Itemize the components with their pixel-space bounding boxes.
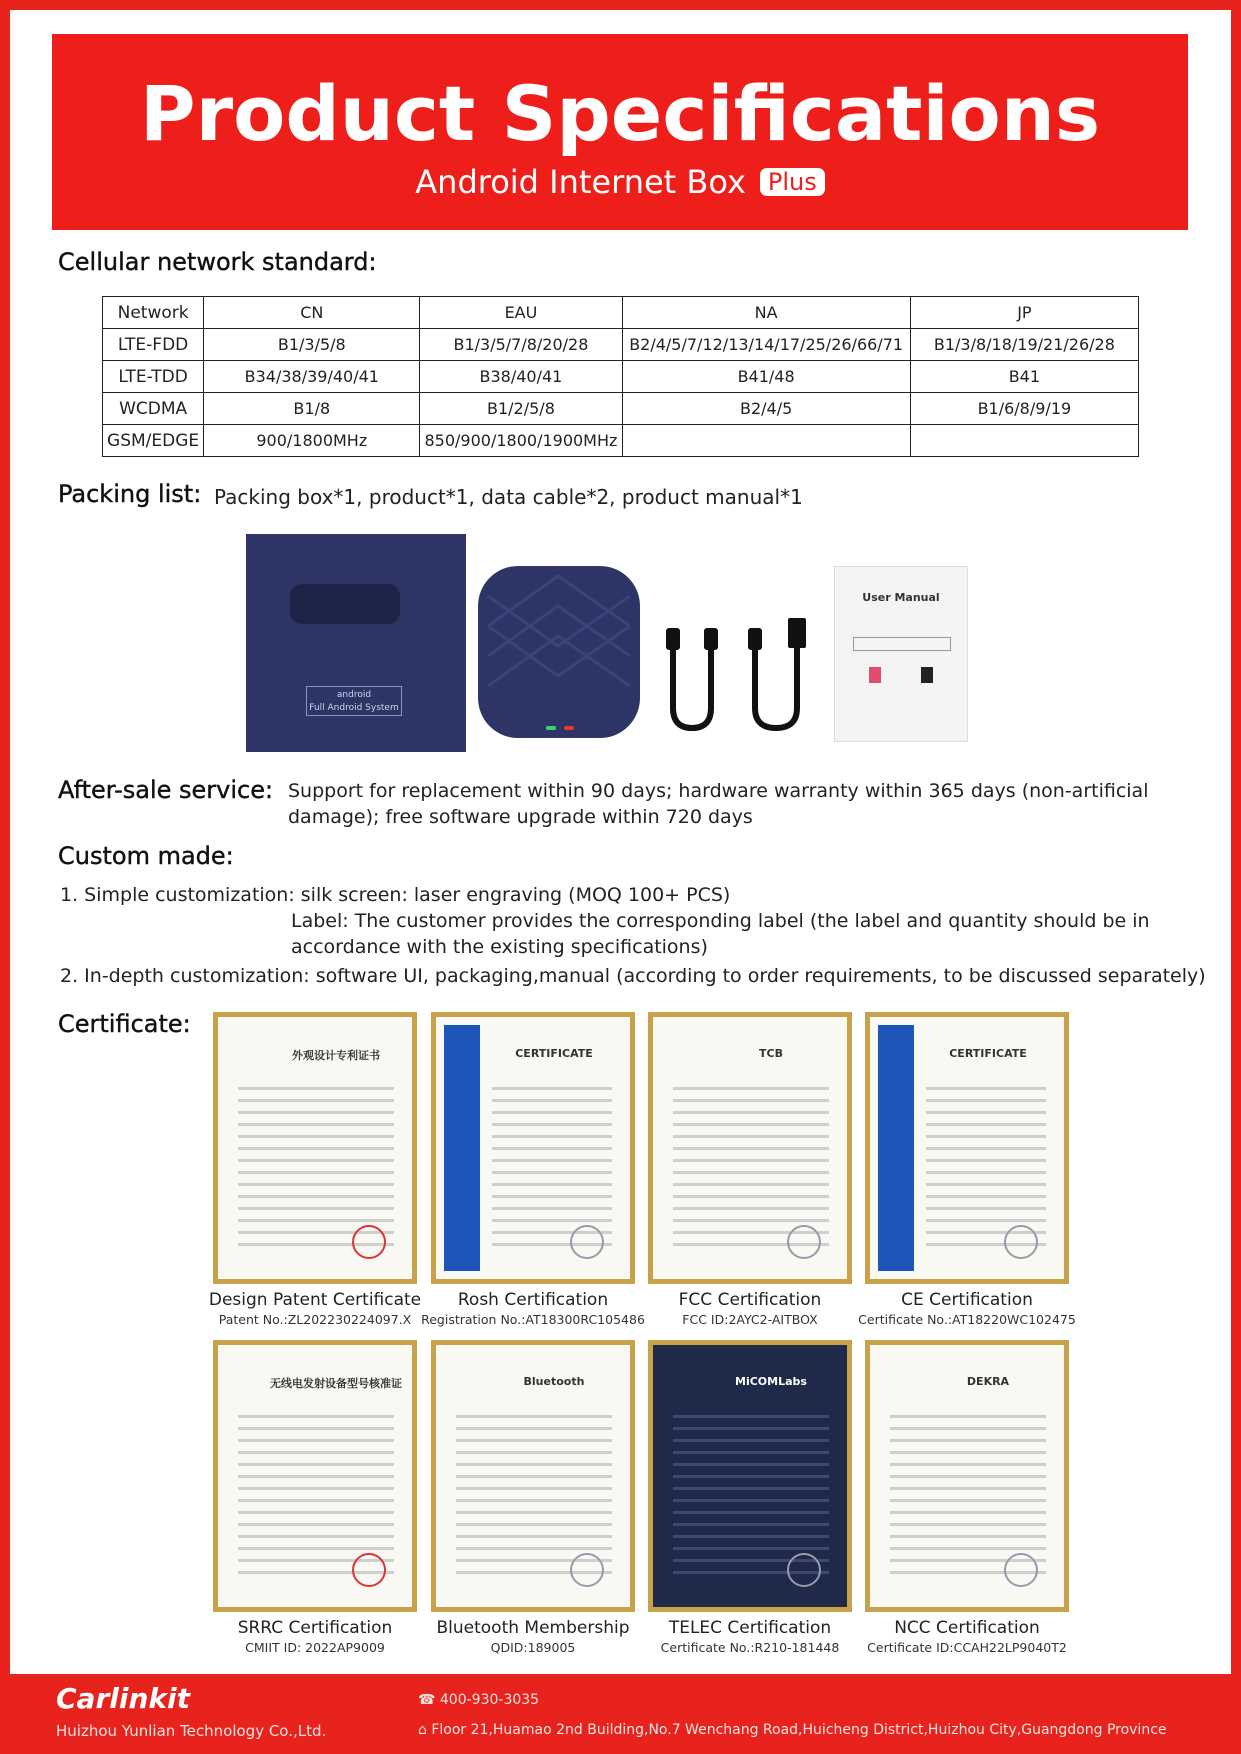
certificate-text-line: [673, 1487, 829, 1490]
certificate-text-line: [492, 1219, 612, 1222]
certificate-text-line: [492, 1147, 612, 1150]
certificate-image: [648, 1340, 852, 1612]
certificate-text-line: [238, 1087, 394, 1090]
certificate-heading: Certificate:: [58, 1010, 191, 1038]
certificate-text-line: [238, 1159, 394, 1162]
table-cell: [910, 425, 1138, 457]
certificate-text-line: [238, 1451, 394, 1454]
certificate-text-line: [673, 1099, 829, 1102]
certificate-art-title: MiCOMLabs: [735, 1375, 807, 1388]
certificate-text-line: [238, 1523, 394, 1526]
led-red-icon: [564, 726, 574, 730]
certificate-text-line: [238, 1111, 394, 1114]
certificate-art-title: CERTIFICATE: [949, 1047, 1027, 1060]
custom-label-line2: accordance with the existing specifications): [291, 936, 708, 958]
data-cables-image: [656, 618, 816, 738]
certificate-name: CE Certification: [901, 1290, 1033, 1310]
certificate-text-line: [456, 1511, 612, 1514]
certificate-text-line: [456, 1499, 612, 1502]
certificate-text-line: [456, 1439, 612, 1442]
certificate-text-line: [456, 1451, 612, 1454]
certificate-text-line: [492, 1135, 612, 1138]
certificate-art-title: DEKRA: [966, 1375, 1010, 1388]
certificate-text-line: [238, 1463, 394, 1466]
header-banner: [52, 34, 1188, 230]
table-cell: [622, 425, 910, 457]
table-cell: B38/40/41: [420, 361, 622, 393]
certificate-text-line: [673, 1207, 829, 1210]
certificate-text-line: [238, 1547, 394, 1550]
certificate-seal-icon: [352, 1225, 386, 1259]
certificate-text-line: [456, 1463, 612, 1466]
certificate-text-line: [238, 1195, 394, 1198]
certificate-number: Certificate No.:AT18220WC102475: [858, 1312, 1076, 1327]
table-cell: B1/3/5/7/8/20/28: [420, 329, 622, 361]
table-header-cell: CN: [204, 297, 420, 329]
table-cell: WCDMA: [103, 393, 204, 425]
certificate-text-line: [890, 1451, 1046, 1454]
certificate-text-line: [673, 1135, 829, 1138]
product-device-image: [478, 566, 640, 738]
certificate-text-line: [492, 1183, 612, 1186]
certificate-text-line: [238, 1219, 394, 1222]
table-header-cell: EAU: [420, 297, 622, 329]
certificate-number: CMIIT ID: 2022AP9009: [245, 1640, 385, 1655]
certificate-seal-icon: [1004, 1553, 1038, 1587]
after-sale-line1: Support for replacement within 90 days; hardware warranty within 365 days (non-artificial: [288, 780, 1149, 802]
certificate-text-line: [238, 1487, 394, 1490]
certificate-band: [444, 1025, 480, 1271]
certificate-text-line: [890, 1535, 1046, 1538]
table-row: [103, 361, 1139, 393]
certificate-text-line: [238, 1535, 394, 1538]
custom-item1: 1. Simple customization: silk screen: laser engraving (MOQ 100+ PCS): [60, 884, 731, 906]
certificate-text-line: [673, 1523, 829, 1526]
table-cell: B1/3/5/8: [204, 329, 420, 361]
certificate-text-line: [238, 1135, 394, 1138]
address-text: Floor 21,Huamao 2nd Building,No.7 Wenchang Road,Huicheng District,Huizhou City,Guangdong Province: [431, 1722, 1167, 1738]
certificate-text-line: [673, 1219, 829, 1222]
table-cell: B41: [910, 361, 1138, 393]
certificate-seal-icon: [787, 1225, 821, 1259]
box-label: [306, 686, 402, 716]
table-cell: B1/2/5/8: [420, 393, 622, 425]
page-title: Product Specifications: [139, 69, 1101, 158]
certificate-number: FCC ID:2AYC2-AITBOX: [682, 1312, 818, 1327]
certificate-name: Rosh Certification: [457, 1290, 609, 1310]
certificate-text-line: [673, 1147, 829, 1150]
custom-label-line1: Label: The customer provides the corresponding label (the label and quantity should be in: [291, 910, 1150, 932]
table-cell: LTE-TDD: [103, 361, 204, 393]
certificate-text-line: [492, 1171, 612, 1174]
table-cell: B41/48: [622, 361, 910, 393]
plus-badge: Plus: [760, 168, 825, 196]
certificate-text-line: [238, 1427, 394, 1430]
certificate-text-line: [890, 1415, 1046, 1418]
certificate-text-line: [890, 1547, 1046, 1550]
certificate-name: FCC Certification: [678, 1290, 822, 1310]
certificate-text-line: [926, 1207, 1046, 1210]
certificate-image: [865, 1012, 1069, 1284]
certificate-text-line: [492, 1123, 612, 1126]
certificate-text-line: [238, 1415, 394, 1418]
certificate-art-title: Bluetooth: [523, 1375, 585, 1388]
certificate-text-line: [890, 1439, 1046, 1442]
certificate-text-line: [492, 1207, 612, 1210]
manual-title: User Manual: [862, 591, 940, 604]
certificate-text-line: [673, 1427, 829, 1430]
certificate-image: [865, 1340, 1069, 1612]
certificate-text-line: [492, 1087, 612, 1090]
certificate-image: [648, 1012, 852, 1284]
table-row: [103, 329, 1139, 361]
page-subtitle: [52, 163, 1188, 201]
box-device-print: [290, 584, 400, 624]
certificate-number: Registration No.:AT18300RC105486: [421, 1312, 645, 1327]
certificate-text-line: [673, 1195, 829, 1198]
certificate-text-line: [926, 1219, 1046, 1222]
certificate-text-line: [238, 1439, 394, 1442]
certificate-text-line: [456, 1475, 612, 1478]
certificate-art-title: CERTIFICATE: [515, 1047, 593, 1060]
certificate-text-line: [673, 1171, 829, 1174]
phone-line: [418, 1692, 539, 1708]
certificate-text-line: [456, 1547, 612, 1550]
certificate-text-line: [926, 1195, 1046, 1198]
device-pattern-icon: [478, 566, 640, 738]
certificate-seal-icon: [1004, 1225, 1038, 1259]
phone-number: 400-930-3035: [439, 1692, 540, 1708]
table-header-cell: JP: [910, 297, 1138, 329]
table-cell: B2/4/5/7/12/13/14/17/25/26/66/71: [622, 329, 910, 361]
certificate-text-line: [890, 1475, 1046, 1478]
table-cell: B1/8: [204, 393, 420, 425]
footer: [0, 1674, 1241, 1754]
table-cell: B1/3/8/18/19/21/26/28: [910, 329, 1138, 361]
certificate-image: [213, 1340, 417, 1612]
certificate-text-line: [926, 1171, 1046, 1174]
table-header-cell: NA: [622, 297, 910, 329]
certificate-text-line: [926, 1099, 1046, 1102]
certificate-text-line: [890, 1499, 1046, 1502]
custom-heading: Custom made:: [58, 842, 234, 870]
certificate-seal-icon: [352, 1553, 386, 1587]
certificate-image: [431, 1340, 635, 1612]
certificate-text-line: [890, 1487, 1046, 1490]
certificate-art-title: 外观设计专利证书: [292, 1049, 380, 1062]
table-header-row: [103, 297, 1139, 329]
cellular-heading: Cellular network standard:: [58, 248, 377, 276]
certificate-number: Certificate ID:CCAH22LP9040T2: [867, 1640, 1067, 1655]
table-cell: 850/900/1800/1900MHz: [420, 425, 622, 457]
certificate-text-line: [673, 1511, 829, 1514]
certificate-text-line: [673, 1183, 829, 1186]
certificate-text-line: [673, 1439, 829, 1442]
packing-heading: Packing list:: [58, 480, 202, 508]
sd-card-icon: [921, 667, 933, 683]
certificate-text-line: [673, 1111, 829, 1114]
certificate-text-line: [926, 1159, 1046, 1162]
packing-photo: [246, 534, 968, 752]
table-cell: B2/4/5: [622, 393, 910, 425]
led-green-icon: [546, 726, 556, 730]
table-cell: GSM/EDGE: [103, 425, 204, 457]
packing-text: Packing box*1, product*1, data cable*2, product manual*1: [214, 485, 803, 509]
box-label-caption: Full Android System: [309, 703, 399, 713]
box-label-brand: android: [336, 690, 372, 700]
table-cell: 900/1800MHz: [204, 425, 420, 457]
certificate-text-line: [926, 1123, 1046, 1126]
table-row: [103, 425, 1139, 457]
certificate-text-line: [492, 1195, 612, 1198]
certificate-image: [431, 1012, 635, 1284]
after-sale-line2: damage); free software upgrade within 720 days: [288, 806, 753, 828]
certificate-text-line: [238, 1475, 394, 1478]
certificate-text-line: [926, 1183, 1046, 1186]
certificate-text-line: [673, 1087, 829, 1090]
certificate-text-line: [238, 1499, 394, 1502]
certificate-text-line: [492, 1159, 612, 1162]
certificate-text-line: [456, 1415, 612, 1418]
certificate-text-line: [890, 1523, 1046, 1526]
certificate-text-line: [456, 1535, 612, 1538]
certificate-name: NCC Certification: [894, 1618, 1040, 1638]
custom-item2: 2. In-depth customization: software UI, packaging,manual (according to order requirements, to be discussed separately): [60, 965, 1206, 987]
certificate-text-line: [890, 1463, 1046, 1466]
certificate-text-line: [673, 1547, 829, 1550]
table-cell: B1/6/8/9/19: [910, 393, 1138, 425]
certificate-text-line: [238, 1099, 394, 1102]
certificate-text-line: [238, 1147, 394, 1150]
sim-card-icon: [869, 667, 881, 683]
certificate-seal-icon: [570, 1225, 604, 1259]
certificate-text-line: [238, 1183, 394, 1186]
table-cell: LTE-FDD: [103, 329, 204, 361]
certificate-name: TELEC Certification: [668, 1618, 832, 1638]
certificate-text-line: [673, 1123, 829, 1126]
certificate-text-line: [238, 1171, 394, 1174]
certificate-seal-icon: [570, 1553, 604, 1587]
certificate-text-line: [673, 1159, 829, 1162]
certificate-name: Bluetooth Membership: [436, 1618, 630, 1638]
certificate-text-line: [238, 1511, 394, 1514]
certificate-name: SRRC Certification: [237, 1618, 393, 1638]
certificate-seal-icon: [787, 1553, 821, 1587]
certificate-text-line: [456, 1427, 612, 1430]
table-header-cell: Network: [103, 297, 204, 329]
certificate-text-line: [890, 1427, 1046, 1430]
certificate-name: Design Patent Certificate: [208, 1290, 422, 1310]
certificate-text-line: [456, 1523, 612, 1526]
certificate-image: [213, 1012, 417, 1284]
cellular-table: [102, 296, 1139, 457]
table-cell: B34/38/39/40/41: [204, 361, 420, 393]
brand-logo: Carlinkit: [56, 1682, 190, 1715]
certificate-art-title: 无线电发射设备型号核准证: [270, 1377, 402, 1390]
certificate-number: QDID:189005: [490, 1640, 576, 1655]
certificate-text-line: [926, 1087, 1046, 1090]
certificate-band: [878, 1025, 914, 1271]
certificate-text-line: [890, 1511, 1046, 1514]
certificate-number: Certificate No.:R210-181448: [660, 1640, 840, 1655]
certificate-text-line: [926, 1111, 1046, 1114]
certificate-text-line: [673, 1463, 829, 1466]
address-line: [418, 1722, 1167, 1738]
certificate-text-line: [673, 1415, 829, 1418]
certificate-text-line: [926, 1147, 1046, 1150]
location-icon: ⌂: [418, 1722, 432, 1738]
certificate-text-line: [492, 1099, 612, 1102]
certificate-text-line: [673, 1499, 829, 1502]
certificate-text-line: [238, 1123, 394, 1126]
table-row: [103, 393, 1139, 425]
manual-diagram: [853, 637, 951, 651]
after-sale-heading: After-sale service:: [58, 776, 274, 804]
subtitle-text: Android Internet Box: [415, 163, 746, 201]
phone-icon: ☎: [418, 1692, 440, 1708]
company-name: Huizhou Yunlian Technology Co.,Ltd.: [56, 1722, 327, 1740]
user-manual-image: [834, 566, 968, 742]
packing-box-image: [246, 534, 466, 752]
certificate-text-line: [673, 1535, 829, 1538]
certificate-art-title: TCB: [759, 1047, 783, 1060]
certificate-text-line: [673, 1451, 829, 1454]
certificate-text-line: [238, 1207, 394, 1210]
certificate-number: Patent No.:ZL202230224097.X: [218, 1312, 412, 1327]
certificate-text-line: [673, 1475, 829, 1478]
certificate-text-line: [926, 1135, 1046, 1138]
certificate-text-line: [456, 1487, 612, 1490]
certificate-text-line: [492, 1111, 612, 1114]
